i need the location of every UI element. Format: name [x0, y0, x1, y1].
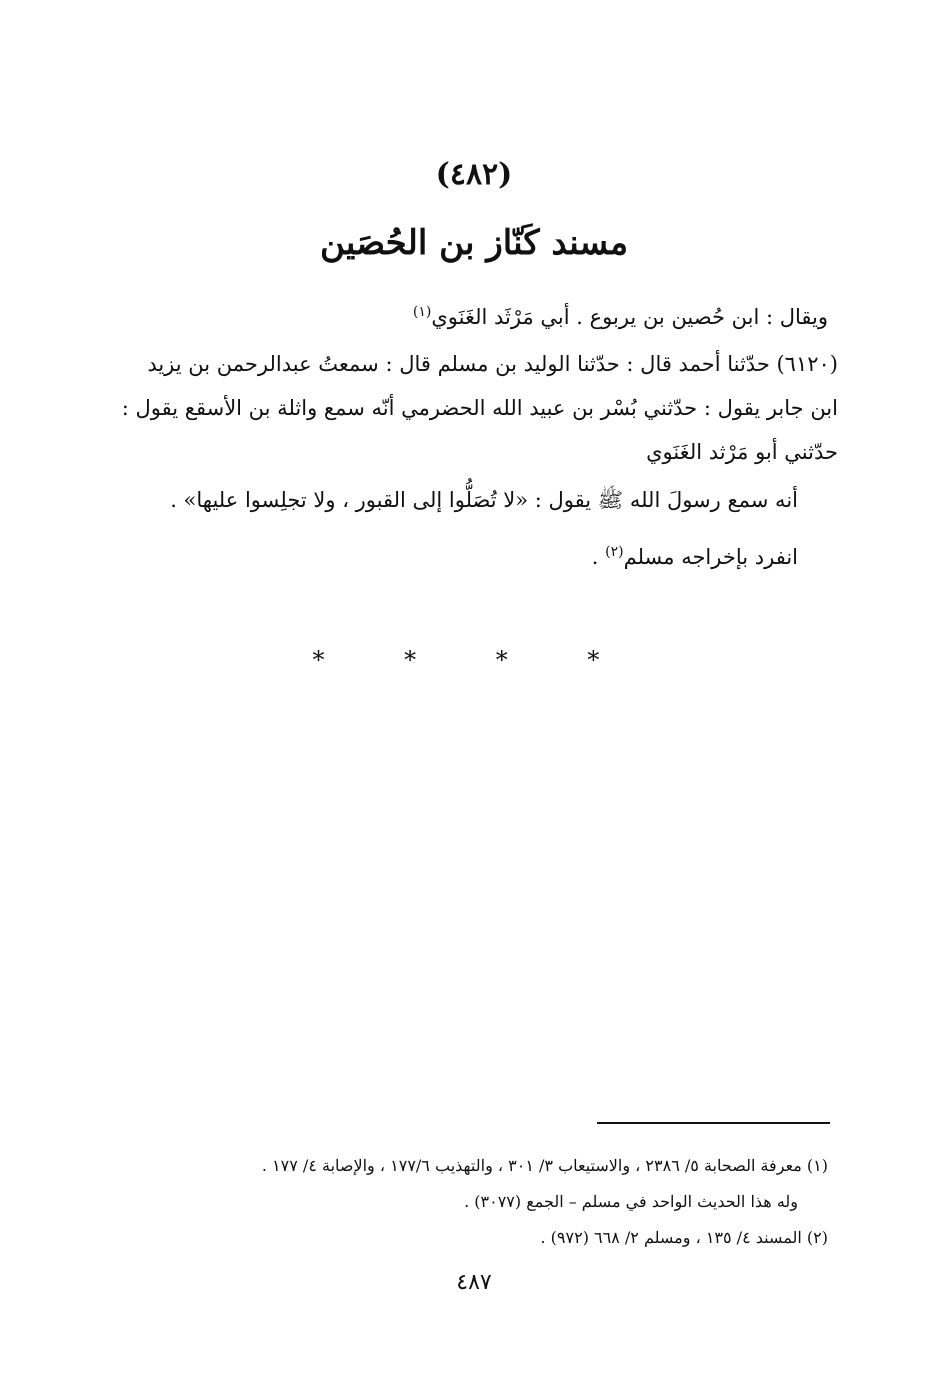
footnotes: [188, 1148, 828, 1256]
hadith-line-1: (٦١٢٠) حدّثنا أحمد قال : حدّثنا الوليد بن مسلم قال : سمعتُ عبدالرحمن بن يزيد: [147, 352, 838, 376]
footnote-1-line-2: وله هذا الحديث الواحد في مسلم – الجمع (٣٠٧٧) .: [464, 1192, 798, 1211]
intro-paragraph: [108, 290, 828, 339]
page-number: ٤٨٧: [456, 1270, 492, 1295]
intro-text: ويقال : ابن حُصين بن يربوع . أبي مَرْثَد الغَنَوي: [431, 305, 828, 329]
footnote-mark-1: (١): [412, 304, 432, 320]
infarad-tail: .: [591, 545, 606, 569]
hadith-matn: [108, 478, 798, 522]
footnote-mark-2: (٢): [605, 544, 624, 560]
hadith-line-3: حدّثني أبو مَرْثد الغَنَوي: [646, 440, 838, 464]
infarad-text: انفرد بإخراجه مسلم: [623, 545, 798, 569]
footnote-divider: [597, 1122, 830, 1124]
footnote-1-line-1: (١) معرفة الصحابة ٥/ ٢٣٨٦ ، والاستيعاب ٣/ ٣٠١ ، والتهذيب ١٧٧/٦ ، والإصابة ٤/ ١٧٧ .: [261, 1156, 828, 1175]
section-separator: * * * *: [312, 646, 636, 674]
takhrij-note: [108, 530, 798, 579]
matn-text: أنه سمع رسولَ الله ﷺ يقول : «لا تُصَلُّوا إلى القبور ، ولا تجلِسوا عليها» .: [170, 488, 798, 512]
section-number: (٤٨٢): [435, 157, 513, 192]
hadith-isnad: [98, 342, 838, 474]
footnote-2: (٢) المسند ٤/ ١٣٥ ، ومسلم ٢/ ٦٦٨ (٩٧٢) .: [540, 1228, 828, 1247]
section-title: مسند كَنّاز بن الحُصَين: [319, 223, 629, 263]
hadith-line-2: ابن جابر يقول : حدّثني بُسْر بن عبيد الله الحضرمي أنّه سمع واثلة بن الأسقع يقول :: [121, 396, 838, 420]
